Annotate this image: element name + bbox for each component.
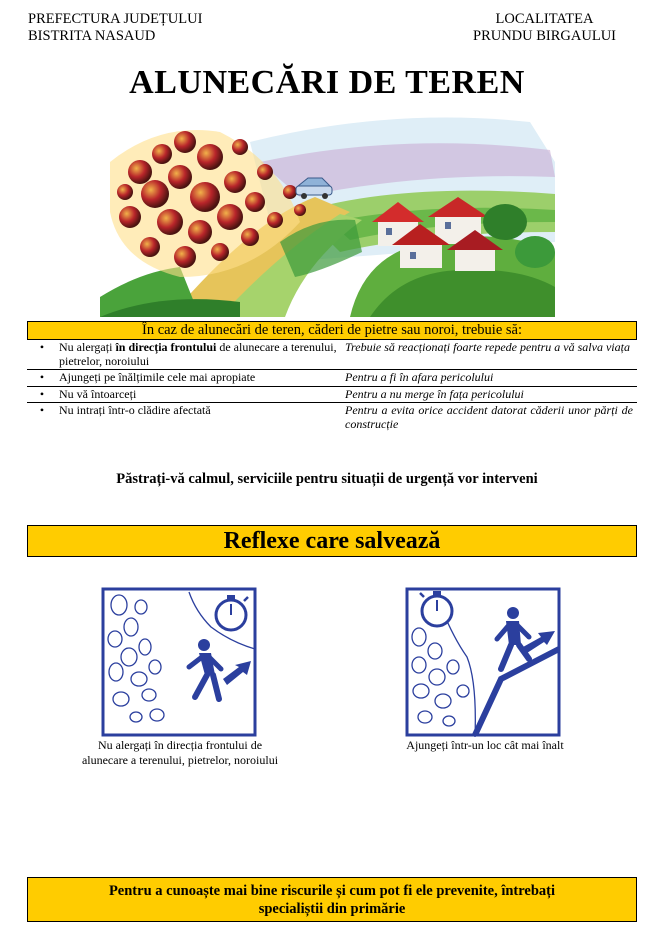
bullet-icon: • [39,403,45,417]
locality-line-1: LOCALITATEA [495,11,594,27]
reason-cell: Pentru a nu merge în fața pericolului [345,386,524,401]
locality-line-2: PRUNDU BIRGAULUI [473,28,616,44]
bullet-icon: • [39,370,45,384]
reason-cell: Pentru a evita orice accident datorat căderii unor părți de construcție [345,403,633,431]
action-cell: Nu intrați într-o clădire afectată [59,403,211,417]
action-cell: Nu vă întoarceți [59,386,137,401]
footer-line-2: specialiștii din primărie [258,901,406,917]
pictogram-run-sideways [101,587,257,737]
bullet-icon: • [39,340,45,354]
action-emphasis: în direcția frontului [115,340,217,354]
reflexes-title: Reflexe care salvează [27,525,637,557]
table-row [27,403,637,433]
table-row [27,386,637,403]
prefecture-line-1: PREFECTURA JUDEȚULUI [28,11,203,27]
instructions-table [27,340,637,432]
table-row [27,340,637,370]
pictogram-2-caption: Ajungeți într-un loc cât mai înalt [406,738,564,752]
footer-advice [27,877,637,922]
table-row [27,370,637,387]
reason-cell: Pentru a fi în afara pericolului [345,370,494,384]
page-title: ALUNECĂRI DE TEREN [129,64,525,101]
reason-cell: Trebuie să reacționați foarte repede pentru a vă salva viața [345,340,630,354]
instructions-header: În caz de alunecări de teren, căderi de pietre sau noroi, trebuie să: [27,321,637,340]
pictogram-climb-high [405,587,561,737]
action-cell: Ajungeți pe înălțimile cele mai apropiate [59,370,256,384]
action-cell: Nu alergați în direcția frontului de alunecare a terenului, pietrelor, noroiului [59,340,337,368]
pictogram-1-caption: Nu alergați în direcția frontului de alunecare a terenului, pietrelor, noroiului [81,738,279,767]
landslide-illustration [100,102,562,317]
prefecture-line-2: BISTRITA NASAUD [28,28,156,44]
bullet-icon: • [39,386,45,401]
footer-line-1: Pentru a cunoaște mai bine riscurile și cum pot fi ele prevenite, întrebați [108,883,556,899]
calm-message: Păstrați-vă calmul, serviciile pentru situații de urgență vor interveni [116,471,538,487]
locality-header [473,11,616,45]
prefecture-header [28,11,202,45]
